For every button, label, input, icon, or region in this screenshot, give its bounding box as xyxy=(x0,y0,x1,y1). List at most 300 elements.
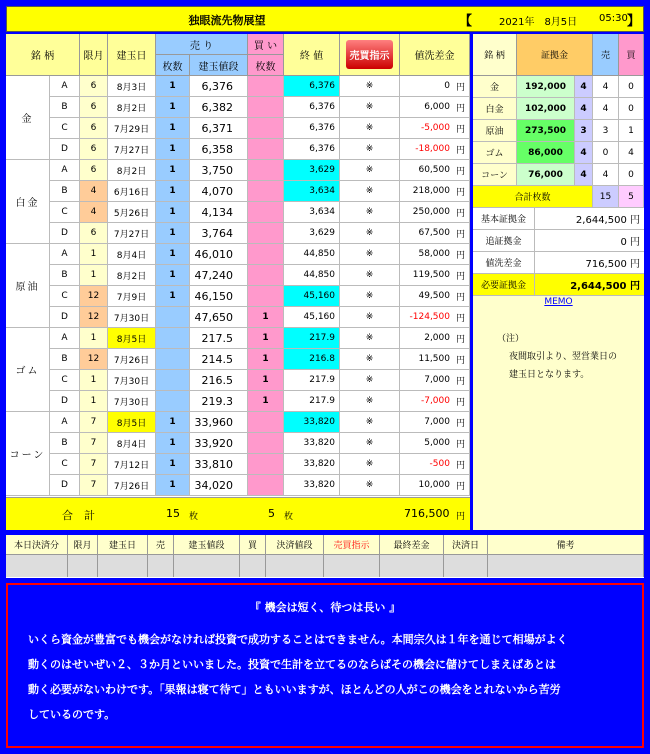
signal-cell: ※ xyxy=(340,223,400,243)
close-price-cell: 216.8 xyxy=(284,349,340,369)
diff-cell xyxy=(400,475,470,495)
limit-cell: 1 xyxy=(80,370,108,390)
sell-count-cell: 1 xyxy=(156,475,190,495)
side-col-margin: 証拠金 xyxy=(517,34,593,76)
yen-unit: 円 xyxy=(455,82,465,93)
diff-value: 49,500 xyxy=(418,291,450,301)
settle-cell xyxy=(174,555,240,577)
side-col-sell: 売 xyxy=(593,34,619,76)
col-diff: 値洗差金 xyxy=(400,34,470,76)
sell-count-cell: 1 xyxy=(156,412,190,432)
side-units: 4 xyxy=(575,76,593,97)
buy-count-cell: 1 xyxy=(248,370,284,390)
settle-col-4: 建玉値段 xyxy=(174,535,240,555)
yen-unit: 円 xyxy=(455,250,465,261)
summary-value: 2,644,500 円 xyxy=(570,281,640,292)
diff-cell xyxy=(400,391,470,411)
buy-count-cell xyxy=(248,118,284,138)
settle-cell xyxy=(98,555,148,577)
side-sell: 4 xyxy=(593,98,619,119)
diff-value: 11,500 xyxy=(418,354,450,364)
table-row xyxy=(50,97,470,118)
group-cell: C xyxy=(50,202,80,222)
sell-count-cell: 1 xyxy=(156,160,190,180)
table-row xyxy=(50,265,470,286)
open-date-cell: 8月2日 xyxy=(108,160,156,180)
diff-value: -124,500 xyxy=(409,312,450,322)
group-cell: A xyxy=(50,160,80,180)
yen-unit: 円 xyxy=(455,124,465,135)
col-buy: 買 い xyxy=(248,34,284,55)
open-date-cell: 7月26日 xyxy=(108,475,156,495)
signal-cell: ※ xyxy=(340,160,400,180)
open-price-cell: 33,920 xyxy=(190,433,248,453)
yen-unit: 円 xyxy=(455,187,465,198)
col-open-price: 建玉値段 xyxy=(190,55,248,76)
side-brand: コーン xyxy=(473,164,517,185)
settle-cell xyxy=(444,555,488,577)
quote-title: 『 機会は短く、待つは長い 』 xyxy=(249,601,401,614)
signal-cell: ※ xyxy=(340,118,400,138)
limit-cell: 1 xyxy=(80,265,108,285)
side-units: 3 xyxy=(575,120,593,141)
group-cell: C xyxy=(50,454,80,474)
close-price-cell: 3,629 xyxy=(284,160,340,180)
sell-count-cell: 1 xyxy=(156,97,190,117)
limit-cell: 6 xyxy=(80,223,108,243)
settle-col-5: 買 xyxy=(240,535,266,555)
open-date-cell: 8月5日 xyxy=(108,412,156,432)
yen-unit: 円 xyxy=(455,355,465,366)
group-cell: B xyxy=(50,97,80,117)
summary-label: 追証拠金 xyxy=(473,230,535,251)
header-bar xyxy=(6,6,644,32)
yen-unit: 円 xyxy=(455,292,465,303)
diff-cell xyxy=(400,160,470,180)
diff-value: -18,000 xyxy=(415,144,450,154)
commodity-name: 原油 xyxy=(6,244,50,328)
col-sell: 売 り xyxy=(156,34,248,55)
yen-unit: 円 xyxy=(455,208,465,219)
close-price-cell: 217.9 xyxy=(284,391,340,411)
total-buy-unit: 枚 xyxy=(284,512,294,522)
side-margin: 192,000 xyxy=(517,76,575,97)
table-row xyxy=(50,391,470,412)
signal-cell: ※ xyxy=(340,76,400,96)
col-open-date: 建玉日 xyxy=(108,34,156,76)
side-count-label: 合計枚数 xyxy=(473,186,593,207)
open-date-cell: 8月2日 xyxy=(108,265,156,285)
open-price-cell: 6,358 xyxy=(190,139,248,159)
open-date-cell: 7月30日 xyxy=(108,370,156,390)
close-price-cell: 44,850 xyxy=(284,265,340,285)
open-date-cell: 8月4日 xyxy=(108,244,156,264)
open-price-cell: 3,750 xyxy=(190,160,248,180)
group-cell: A xyxy=(50,76,80,96)
quote-body xyxy=(28,627,632,727)
total-buy: 5 xyxy=(268,507,275,520)
settle-cell xyxy=(266,555,324,577)
side-buy: 4 xyxy=(619,142,644,163)
close-price-cell: 217.9 xyxy=(284,370,340,390)
side-buy: 1 xyxy=(619,120,644,141)
settlement-table xyxy=(6,535,644,578)
table-row xyxy=(50,328,470,349)
signal-cell: ※ xyxy=(340,265,400,285)
table-row xyxy=(50,433,470,454)
bracket-right: 】 xyxy=(627,14,641,29)
table-row xyxy=(50,475,470,496)
buy-count-cell: 1 xyxy=(248,328,284,348)
signal-button[interactable]: 売買指示 xyxy=(346,40,393,69)
sell-count-cell: 1 xyxy=(156,139,190,159)
open-date-cell: 6月16日 xyxy=(108,181,156,201)
diff-cell xyxy=(400,202,470,222)
total-yen: 円 xyxy=(456,512,466,522)
side-margin: 273,500 xyxy=(517,120,575,141)
col-sell-count: 枚数 xyxy=(156,55,190,76)
close-price-cell: 3,634 xyxy=(284,202,340,222)
memo-link[interactable]: MEMO xyxy=(544,297,573,307)
side-brand: 金 xyxy=(473,76,517,97)
margin-summary-row xyxy=(473,252,644,274)
close-price-cell: 6,376 xyxy=(284,139,340,159)
open-price-cell: 216.5 xyxy=(190,370,248,390)
side-margin: 102,000 xyxy=(517,98,575,119)
diff-cell xyxy=(400,76,470,96)
group-cell: A xyxy=(50,328,80,348)
summary-value: 2,644,500 円 xyxy=(575,215,640,226)
side-margin: 76,000 xyxy=(517,164,575,185)
table-row xyxy=(50,370,470,391)
settle-cell xyxy=(324,555,380,577)
table-row xyxy=(50,244,470,265)
diff-cell xyxy=(400,181,470,201)
side-brand: 原油 xyxy=(473,120,517,141)
limit-cell: 7 xyxy=(80,412,108,432)
signal-cell: ※ xyxy=(340,433,400,453)
sell-count-cell: 1 xyxy=(156,118,190,138)
buy-count-cell xyxy=(248,202,284,222)
side-buy: 0 xyxy=(619,98,644,119)
signal-cell: ※ xyxy=(340,181,400,201)
open-price-cell: 46,010 xyxy=(190,244,248,264)
buy-count-cell: 1 xyxy=(248,349,284,369)
signal-cell: ※ xyxy=(340,412,400,432)
signal-cell: ※ xyxy=(340,139,400,159)
close-price-cell: 33,820 xyxy=(284,475,340,495)
open-price-cell: 33,810 xyxy=(190,454,248,474)
total-row xyxy=(6,497,470,530)
group-cell: B xyxy=(50,181,80,201)
limit-cell: 6 xyxy=(80,76,108,96)
sell-count-cell xyxy=(156,370,190,390)
open-price-cell: 46,150 xyxy=(190,286,248,306)
buy-count-cell xyxy=(248,244,284,264)
close-price-cell: 44,850 xyxy=(284,244,340,264)
sell-count-cell: 1 xyxy=(156,76,190,96)
close-price-cell: 33,820 xyxy=(284,433,340,453)
limit-cell: 1 xyxy=(80,328,108,348)
quote-line-1: いくら資金が豊富でも機会がなければ投資で成功することはできません。本間宗久は１年を通じて相場がよく xyxy=(28,633,568,646)
settle-col-9: 決済日 xyxy=(444,535,488,555)
buy-count-cell xyxy=(248,265,284,285)
yen-unit: 円 xyxy=(455,313,465,324)
settle-col-7: 売買指示 xyxy=(324,535,380,555)
diff-cell xyxy=(400,307,470,327)
sell-count-cell xyxy=(156,307,190,327)
signal-cell: ※ xyxy=(340,202,400,222)
quote-line-3: 動く必要がないわけです。「果報は寝て待て」ともいいますが、ほとんどの人がこの機会をとれないから苦労 xyxy=(28,683,561,696)
settle-cell xyxy=(6,555,68,577)
side-sell: 0 xyxy=(593,142,619,163)
diff-value: 7,000 xyxy=(424,375,450,385)
open-date-cell: 7月30日 xyxy=(108,391,156,411)
diff-cell xyxy=(400,286,470,306)
buy-count-cell xyxy=(248,475,284,495)
diff-cell xyxy=(400,412,470,432)
diff-value: 67,500 xyxy=(418,228,450,238)
signal-cell: ※ xyxy=(340,349,400,369)
signal-cell: ※ xyxy=(340,307,400,327)
open-price-cell: 34,020 xyxy=(190,475,248,495)
group-cell: A xyxy=(50,244,80,264)
open-price-cell: 47,650 xyxy=(190,307,248,327)
open-date-cell: 7月29日 xyxy=(108,118,156,138)
close-price-cell: 217.9 xyxy=(284,328,340,348)
date-label: 2021年 8月5日 xyxy=(499,17,578,28)
signal-cell: ※ xyxy=(340,244,400,264)
yen-unit: 円 xyxy=(455,460,465,471)
side-units: 4 xyxy=(575,98,593,119)
open-date-cell: 5月26日 xyxy=(108,202,156,222)
yen-unit: 円 xyxy=(455,376,465,387)
yen-unit: 円 xyxy=(455,418,465,429)
total-sell: 15 xyxy=(166,507,180,520)
settle-cell xyxy=(380,555,444,577)
diff-cell xyxy=(400,265,470,285)
open-date-cell: 8月2日 xyxy=(108,97,156,117)
signal-cell: ※ xyxy=(340,391,400,411)
group-cell: D xyxy=(50,223,80,243)
close-price-cell: 33,820 xyxy=(284,454,340,474)
signal-cell: ※ xyxy=(340,97,400,117)
side-row xyxy=(473,164,644,186)
table-row xyxy=(50,286,470,307)
quote-line-2: 動くのはせいぜい２、３か月といいました。投資で生計を立てるのならばその機会に儲けてしまえばあとは xyxy=(28,658,556,671)
buy-count-cell xyxy=(248,412,284,432)
settle-col-0: 本日決済分 xyxy=(6,535,68,555)
side-margin: 86,000 xyxy=(517,142,575,163)
open-price-cell: 6,382 xyxy=(190,97,248,117)
group-cell: D xyxy=(50,475,80,495)
sell-count-cell xyxy=(156,328,190,348)
open-price-cell: 6,371 xyxy=(190,118,248,138)
note-line-2: 夜間取引より、翌営業日の xyxy=(509,352,618,362)
group-cell: B xyxy=(50,349,80,369)
settle-col-2: 建玉日 xyxy=(98,535,148,555)
side-row xyxy=(473,142,644,164)
open-price-cell: 217.5 xyxy=(190,328,248,348)
yen-unit: 円 xyxy=(455,271,465,282)
limit-cell: 6 xyxy=(80,97,108,117)
group-cell: B xyxy=(50,433,80,453)
diff-value: -7,000 xyxy=(420,396,450,406)
margin-summary-row xyxy=(473,230,644,252)
limit-cell: 1 xyxy=(80,244,108,264)
diff-value: -5,000 xyxy=(420,123,450,133)
sell-count-cell: 1 xyxy=(156,265,190,285)
diff-value: 218,000 xyxy=(412,186,450,196)
settle-col-3: 売 xyxy=(148,535,174,555)
buy-count-cell xyxy=(248,76,284,96)
positions-table xyxy=(6,34,470,530)
group-cell: D xyxy=(50,139,80,159)
open-price-cell: 214.5 xyxy=(190,349,248,369)
col-limit: 限月 xyxy=(80,34,108,76)
commodity-name: コーン xyxy=(6,412,50,496)
sell-count-cell: 1 xyxy=(156,454,190,474)
buy-count-cell xyxy=(248,139,284,159)
diff-value: 250,000 xyxy=(412,207,450,217)
table-row xyxy=(50,181,470,202)
buy-count-cell xyxy=(248,286,284,306)
diff-cell xyxy=(400,97,470,117)
settle-cell xyxy=(68,555,98,577)
group-cell: C xyxy=(50,370,80,390)
limit-cell: 7 xyxy=(80,475,108,495)
limit-cell: 6 xyxy=(80,118,108,138)
summary-value: 0 円 xyxy=(620,237,640,248)
yen-unit: 円 xyxy=(455,229,465,240)
diff-value: 2,000 xyxy=(424,333,450,343)
side-units: 4 xyxy=(575,142,593,163)
total-sell-unit: 枚 xyxy=(189,512,199,522)
table-row xyxy=(50,160,470,181)
open-price-cell: 219.3 xyxy=(190,391,248,411)
total-label: 合 計 xyxy=(62,509,95,522)
group-cell: D xyxy=(50,307,80,327)
summary-label: 必要証拠金 xyxy=(473,274,535,295)
side-brand: 白金 xyxy=(473,98,517,119)
buy-count-cell xyxy=(248,433,284,453)
sell-count-cell xyxy=(156,349,190,369)
buy-count-cell: 1 xyxy=(248,391,284,411)
signal-cell: ※ xyxy=(340,286,400,306)
group-cell: C xyxy=(50,286,80,306)
settle-cell xyxy=(148,555,174,577)
memo-note xyxy=(473,310,644,530)
open-date-cell: 8月4日 xyxy=(108,433,156,453)
open-price-cell: 47,240 xyxy=(190,265,248,285)
group-cell: C xyxy=(50,118,80,138)
open-date-cell: 8月5日 xyxy=(108,328,156,348)
settle-col-1: 限月 xyxy=(68,535,98,555)
note-line-3: 建玉日となります。 xyxy=(509,370,590,380)
settle-col-10: 備考 xyxy=(488,535,644,555)
close-price-cell: 45,160 xyxy=(284,286,340,306)
settle-col-6: 決済値段 xyxy=(266,535,324,555)
limit-cell: 6 xyxy=(80,160,108,180)
side-buy: 0 xyxy=(619,76,644,97)
signal-cell: ※ xyxy=(340,328,400,348)
side-col-buy: 買 xyxy=(619,34,644,76)
table-row xyxy=(50,412,470,433)
diff-value: 0 xyxy=(444,81,450,91)
yen-unit: 円 xyxy=(455,145,465,156)
commodity-name: 白金 xyxy=(6,160,50,244)
open-date-cell: 8月3日 xyxy=(108,76,156,96)
sell-count-cell: 1 xyxy=(156,202,190,222)
group-cell: D xyxy=(50,391,80,411)
limit-cell: 7 xyxy=(80,454,108,474)
sell-count-cell: 1 xyxy=(156,223,190,243)
side-sell: 4 xyxy=(593,76,619,97)
table-row xyxy=(50,118,470,139)
diff-value: -500 xyxy=(429,459,450,469)
yen-unit: 円 xyxy=(455,103,465,114)
sell-count-cell: 1 xyxy=(156,181,190,201)
sell-count-cell: 1 xyxy=(156,286,190,306)
open-price-cell: 33,960 xyxy=(190,412,248,432)
settle-col-8: 最終差金 xyxy=(380,535,444,555)
bracket-left: 【 xyxy=(459,14,473,29)
open-date-cell: 7月27日 xyxy=(108,139,156,159)
diff-value: 5,000 xyxy=(424,438,450,448)
table-row xyxy=(50,202,470,223)
table-row xyxy=(50,307,470,328)
open-price-cell: 6,376 xyxy=(190,76,248,96)
open-price-cell: 4,070 xyxy=(190,181,248,201)
close-price-cell: 3,629 xyxy=(284,223,340,243)
time-label: 05:30 xyxy=(599,13,628,24)
buy-count-cell xyxy=(248,223,284,243)
table-row xyxy=(50,454,470,475)
side-row xyxy=(473,76,644,98)
group-cell: B xyxy=(50,265,80,285)
table-row xyxy=(50,223,470,244)
diff-cell xyxy=(400,370,470,390)
side-sell: 3 xyxy=(593,120,619,141)
yen-unit: 円 xyxy=(455,397,465,408)
side-count-row xyxy=(473,186,644,208)
commodity-name: ゴム xyxy=(6,328,50,412)
quote-box xyxy=(6,583,644,748)
note-line-1: （注） xyxy=(497,334,525,344)
diff-cell xyxy=(400,433,470,453)
close-price-cell: 6,376 xyxy=(284,76,340,96)
yen-unit: 円 xyxy=(455,481,465,492)
limit-cell: 1 xyxy=(80,391,108,411)
close-price-cell: 33,820 xyxy=(284,412,340,432)
close-price-cell: 45,160 xyxy=(284,307,340,327)
signal-cell: ※ xyxy=(340,370,400,390)
summary-value: 716,500 円 xyxy=(585,259,640,270)
diff-value: 119,500 xyxy=(412,270,450,280)
yen-unit: 円 xyxy=(455,166,465,177)
side-count-buy: 5 xyxy=(619,186,644,207)
sell-count-cell xyxy=(156,391,190,411)
margin-panel xyxy=(473,34,644,530)
table-row xyxy=(50,349,470,370)
side-row xyxy=(473,98,644,120)
open-date-cell: 7月27日 xyxy=(108,223,156,243)
diff-cell xyxy=(400,349,470,369)
buy-count-cell xyxy=(248,454,284,474)
close-price-cell: 3,634 xyxy=(284,181,340,201)
diff-value: 60,500 xyxy=(418,165,450,175)
buy-count-cell: 1 xyxy=(248,307,284,327)
